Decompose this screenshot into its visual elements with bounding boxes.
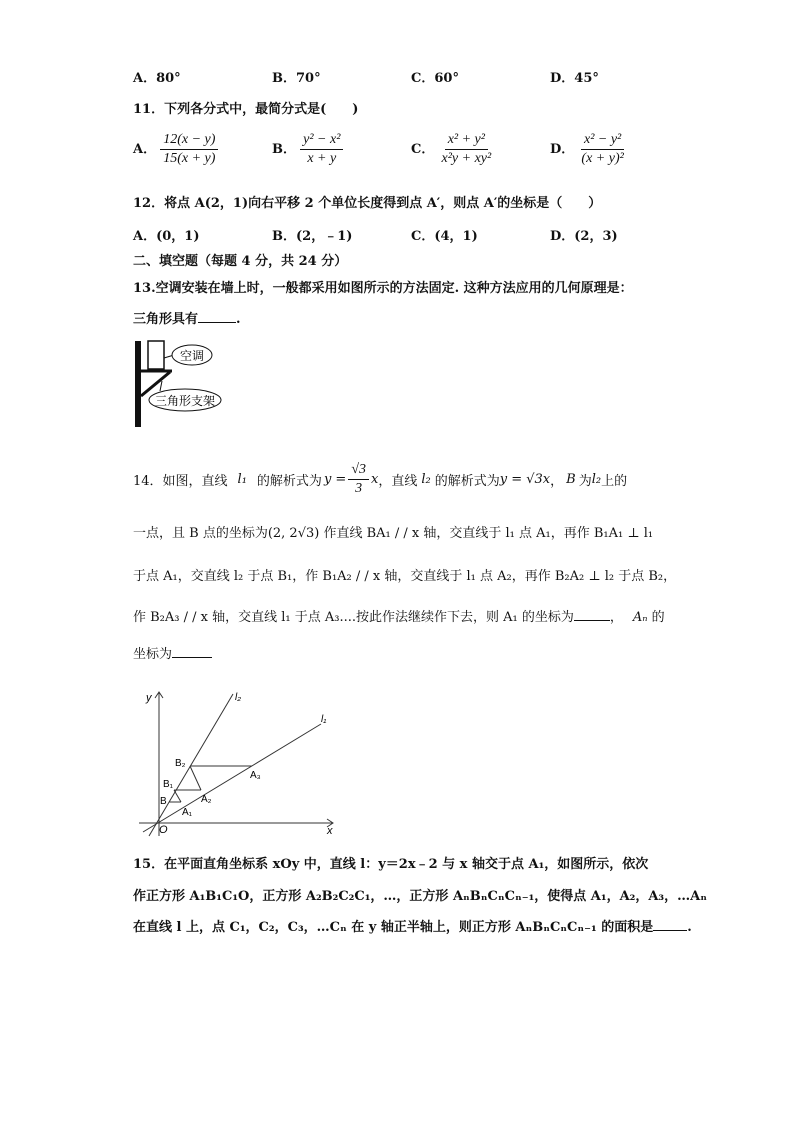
q12-option-b (272, 225, 352, 244)
q14-text: 坐标为 (133, 647, 173, 662)
air-conditioner (148, 341, 164, 369)
q14-text: ， (609, 610, 623, 625)
q13-text: . (236, 312, 241, 327)
section-heading: 二、填空题（每题 4 分，共 24 分） (133, 254, 348, 269)
option-label: C． (411, 142, 435, 158)
label-a1: A₁ (182, 807, 193, 818)
q15-line1: 15．在平面直角坐标系 xOy 中，直线 l：y＝2x﹣2 与 x 轴交于点 A₁，如图所示，依次 (133, 857, 649, 872)
option-value: (2，3) (574, 229, 618, 244)
q14-figure (135, 688, 345, 838)
label-origin: O (159, 824, 168, 836)
q14-line1 (133, 462, 627, 497)
q13-line2 (133, 308, 241, 327)
numerator: 12(x − y) (160, 132, 218, 150)
q15-text: 在直线 l 上，点 C₁，C₂，C₃，…Cₙ 在 y 轴正半轴上，则正方形 AₙBₙCₙCₙ₋₁ 的面积是 (133, 920, 654, 935)
q14-math: x (371, 472, 379, 488)
bubble-ac-text: 空调 (179, 349, 205, 363)
fraction (439, 132, 495, 167)
q14-text: ， (550, 474, 564, 490)
q14-line3: 于点 A₁，交直线 l₂ 于点 B₁，作 B₁A₂ / / x 轴，交直线于 l₁ 点 A₂，再作 B₂A₂ ⊥ l₂ 于点 B₂， (133, 569, 677, 584)
option-value: 80° (156, 71, 181, 86)
option-value: (4，1) (434, 229, 478, 244)
denominator: 3 (355, 481, 363, 497)
q14-line2: 一点，且 B 点的坐标为(2, 2√3) 作直线 BA₁ / / x 轴，交直线于 l₁ 点 A₁，再作 B₁A₁ ⊥ l₁ (133, 526, 654, 541)
option-label: C． (411, 71, 435, 86)
fraction (160, 132, 218, 167)
option-label: B． (272, 229, 296, 244)
q12-stem: 12．将点 A(2，1)向右平移 2 个单位长度得到点 A′，则点 A′的坐标是（ ） (133, 196, 602, 211)
q12-option-a (133, 225, 200, 244)
option-value: 60° (434, 71, 459, 86)
option-label: B． (272, 71, 296, 86)
label-x: x (327, 825, 333, 837)
q10-option-a (133, 67, 181, 86)
option-label: D． (550, 229, 575, 244)
q14-text: 14．如图，直线 (133, 474, 228, 490)
q14-line5 (133, 643, 212, 662)
fraction (578, 132, 626, 167)
q10-option-c (411, 67, 459, 86)
denominator: x + y (307, 151, 337, 167)
option-value: (0，1) (156, 229, 200, 244)
answer-blank-an[interactable] (172, 657, 212, 658)
option-value: 45° (574, 71, 599, 86)
q14-text: 的解析式为 (256, 474, 322, 490)
seg-a1-b1 (174, 790, 181, 802)
q14-line4 (133, 606, 665, 625)
q14-text: 的 (651, 610, 665, 625)
answer-blank[interactable] (198, 322, 236, 323)
q14-text: ，直线 (378, 474, 418, 490)
q11-stem: 11．下列各分式中，最简分式是( ) (133, 102, 359, 117)
q10-option-d (550, 67, 599, 86)
q11-option-c (411, 132, 494, 167)
q14-text: 上的 (601, 474, 628, 490)
option-label: A． (133, 142, 157, 158)
q15-text: . (687, 920, 692, 935)
q13-figure (130, 336, 230, 428)
q12-option-d (550, 225, 618, 244)
q14-math: B (566, 472, 576, 488)
option-value: (2，﹣1) (296, 229, 353, 244)
q12-option-c (411, 225, 478, 244)
q14-math: l₁ (237, 472, 247, 488)
option-label: C． (411, 229, 435, 244)
numerator: y² − x² (300, 132, 343, 150)
numerator: √3 (348, 462, 369, 480)
wall (135, 341, 141, 427)
fraction (300, 132, 343, 167)
q13-text: 三角形具有 (133, 312, 199, 327)
label-b: B (160, 796, 167, 807)
label-a2: A₂ (201, 794, 212, 805)
answer-blank[interactable] (653, 930, 687, 931)
q11-option-b (272, 132, 343, 167)
option-label: D． (550, 71, 575, 86)
bubble-pointer (160, 381, 162, 391)
q14-text: 为 (578, 474, 592, 490)
numerator: x² − y² (581, 132, 624, 150)
q10-option-b (272, 67, 321, 86)
label-b1: B₁ (163, 779, 174, 790)
denominator: x²y + xy² (441, 151, 492, 167)
option-label: A． (133, 229, 157, 244)
bubble-bracket-text: 三角形支架 (154, 394, 216, 408)
q14-math: y = √3x (499, 472, 551, 488)
q14-text: 作 B₂A₃ / / x 轴，交直线 l₁ 于点 A₃....按此作法继续作下去，则 A₁ 的坐标为 (133, 610, 574, 625)
label-b2: B₂ (175, 758, 186, 769)
denominator: (x + y)² (581, 151, 624, 167)
denominator: 15(x + y) (163, 151, 216, 167)
seg-a2-b2 (190, 766, 201, 790)
numerator: x² + y² (445, 132, 488, 150)
label-l1: l₁ (321, 714, 327, 725)
q14-math: Aₙ (632, 610, 648, 625)
q11-option-a (133, 132, 218, 167)
answer-blank-a1[interactable] (574, 620, 610, 621)
q14-math: y = (323, 472, 347, 488)
fraction (348, 462, 369, 497)
q11-option-d (550, 132, 627, 167)
q15-line3 (133, 916, 692, 935)
q14-text: 的解析式为 (434, 474, 500, 490)
q14-math: l₂ (421, 472, 431, 488)
option-value: 70° (296, 71, 321, 86)
label-y: y (146, 692, 152, 704)
option-label: B． (272, 142, 296, 158)
q13-line1: 13.空调安装在墙上时，一般都采用如图所示的方法固定. 这种方法应用的几何原理是： (133, 281, 633, 296)
option-label: A． (133, 71, 157, 86)
label-a3: A₃ (250, 770, 261, 781)
line-l1 (143, 724, 321, 832)
q15-line2: 作正方形 A₁B₁C₁O，正方形 A₂B₂C₂C₁，…，正方形 AₙBₙCₙCₙ₋₁，使得点 A₁，A₂，A₃，…Aₙ (133, 889, 707, 904)
label-l2: l₂ (235, 692, 242, 703)
option-label: D． (550, 142, 575, 158)
q14-math: l₂ (591, 472, 602, 488)
